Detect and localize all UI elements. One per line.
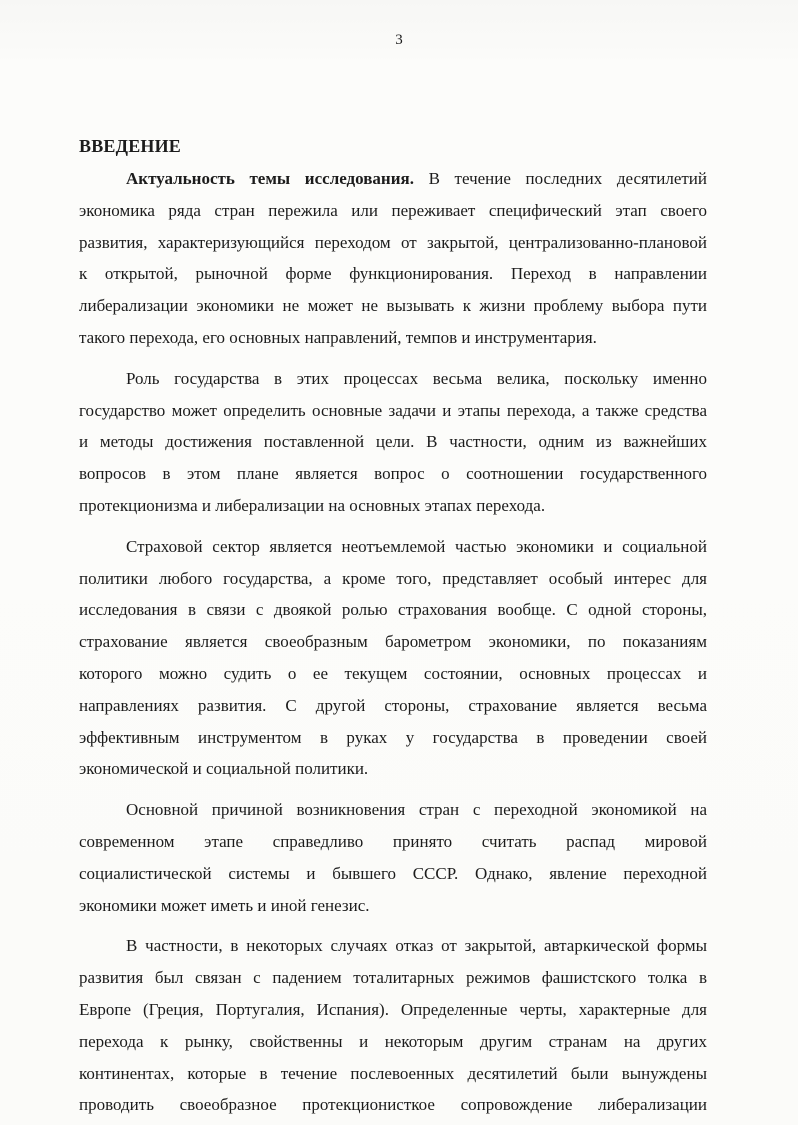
paragraph-line: экономики может иметь и иной генезис. [79,895,370,915]
paragraph-line: либерализации экономики не может не вызывать к жизни проблему выбора пути [79,296,707,316]
paragraph-line [79,163,707,195]
paragraph-5 [79,930,707,1121]
paragraph-line: которого можно судить о ее текущем состоянии, основных процессах и [79,663,707,683]
paragraph-line: перехода к рынку, свойственны и некоторым другим странам на других [79,1031,707,1051]
paragraph-4 [79,794,707,921]
paragraph-line: экономической и социальной политики. [79,759,369,779]
paragraph-line: вопросов в этом плане является вопрос о соотношении государственного [79,464,707,484]
paragraph-line: развития, характеризующийся переходом от закрытой, централизованно-плановой [79,232,707,252]
paragraph-line: экономика ряда стран пережила или переживает специфический этап своего [79,200,707,220]
section-heading: ВВЕДЕНИЕ [79,136,182,156]
paragraph-line: страхование является своеобразным барометром экономики, по показаниям [79,632,707,652]
paragraph-line: к открытой, рыночной форме функционирования. Переход в направлении [79,264,707,284]
line-text: В течение последних десятилетий [413,169,708,188]
paragraph-line: В частности, в некоторых случаях отказ от закрытой, автаркической формы [126,936,707,956]
paragraph-line: континентах, которые в течение послевоенных десятилетий были вынуждены [79,1063,707,1083]
paragraph-line: государство может определить основные задачи и этапы перехода, а также средства [79,400,707,420]
paragraph-line: Европе (Греция, Португалия, Испания). Определенные черты, характерные для [79,999,707,1019]
paragraph-line: эффективным инструментом в руках у государства в проведении своей [79,727,707,747]
paragraph-line: Основной причиной возникновения стран с переходной экономикой на [126,800,707,820]
paragraph-line: политики любого государства, а кроме того, представляет особый интерес для [79,568,707,588]
paragraph-line: современном этапе справедливо принято считать распад мировой [79,831,707,851]
page-number: 3 [395,32,403,48]
paragraph-line: такого перехода, его основных направлений, темпов и инструментария. [79,327,597,347]
document-body [79,135,707,1121]
paragraph-1 [79,163,707,354]
paragraph-line: направлениях развития. С другой стороны, страхование является весьма [79,695,707,715]
paragraph-line: Страховой сектор является неотъемлемой частью экономики и социальной [126,536,707,556]
paragraph-3 [79,531,707,785]
paragraph-line: протекционизма и либерализации на основных этапах перехода. [79,495,546,515]
paragraph-line: исследования в связи с двоякой ролью страхования вообще. С одной стороны, [79,600,707,620]
paragraph-line: развития был связан с падением тоталитарных режимов фашистского толка в [79,968,707,988]
paragraph-line: и методы достижения поставленной цели. В частности, одним из важнейших [79,432,707,452]
lead-bold-text: Актуальность темы исследования. [126,169,414,188]
paragraph-line: социалистической системы и бывшего СССР. Однако, явление переходной [79,863,707,883]
paragraph-line: проводить своеобразное протекционисткое сопровождение либерализации [79,1095,707,1115]
paragraph-line: Роль государства в этих процессах весьма велика, поскольку именно [126,368,707,388]
paragraph-2 [79,363,707,522]
